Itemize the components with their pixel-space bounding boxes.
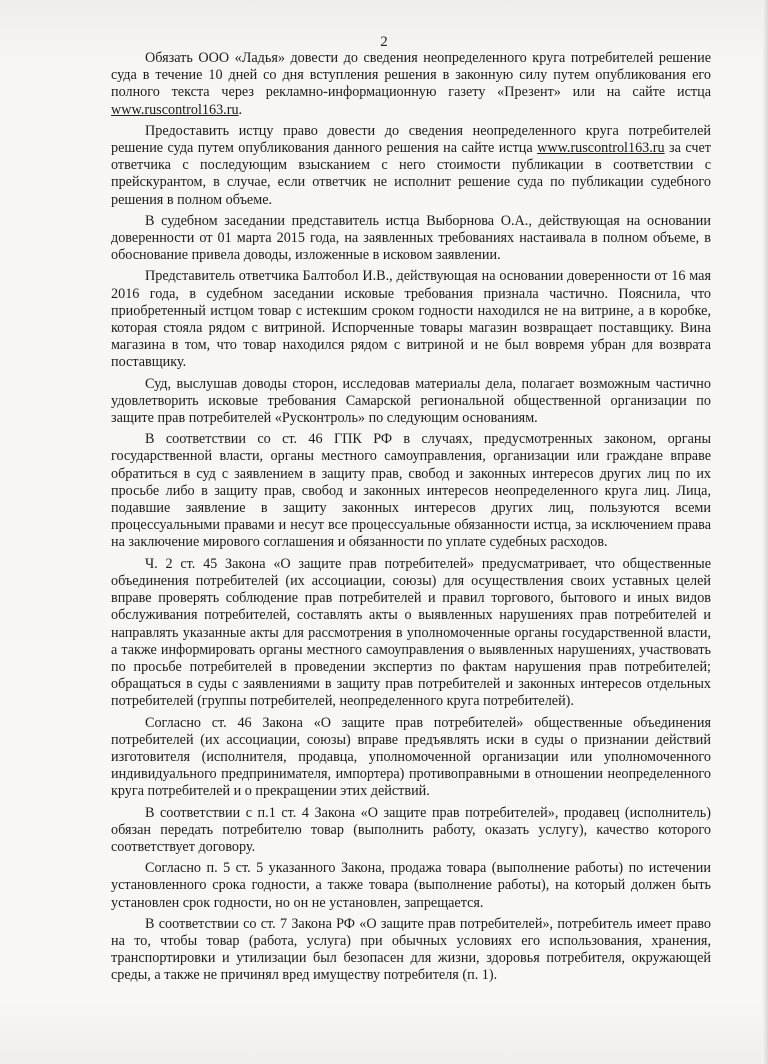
paragraph-8: Согласно ст. 46 Закона «О защите прав потребителей» общественные объединения потребителей (их ассоциации, союзы) вправе предъявлять иски в суды о признании действий изготовителя (исполнителя, продавца, уполномоченной организации или уполномоченного индивидуального предпринимателя, импортера) противоправными в отношении неопределенного круга потребителей и о прекращении этих действий.: [111, 714, 711, 800]
paragraph-1: [111, 50, 711, 119]
paragraph-10: Согласно п. 5 ст. 5 указанного Закона, продажа товара (выполнение работы) по истечении установленного срока годности, а также товара (выполнение работы), на который должен быть установлен срок годности, но он не установлен, запрещается.: [111, 860, 711, 911]
paragraph-7: Ч. 2 ст. 45 Закона «О защите прав потребителей» предусматривает, что общественные объединения потребителей (их ассоциации, союзы) для осуществления своих уставных целей вправе проверять соблюдение прав потребителей и правил торгового, бытового и иных видов обслуживания потребителей, составлять акты о выявленных нарушениях прав потребителей и направлять указанные акты для рассмотрения в уполномоченные органы государственной власти, а также информировать органы местного самоуправления о выявленных нарушениях, участвовать по просьбе потребителей в проведении экспертиз по фактам нарушения прав потребителей; обращаться в суды с заявлениями в защиту прав потребителей и законных интересов отдельных потребителей (группы потребителей, неопределенного круга потребителей).: [111, 555, 711, 710]
document-body: [111, 50, 711, 989]
paragraph-text: Предоставить истцу право довести до сведения неопределенного круга потребителей решение суда путем опубликования данного решения на сайте истца: [111, 122, 711, 157]
paragraph-9: В соответствии с п.1 ст. 4 Закона «О защите прав потребителей», продавец (исполнитель) обязан передать потребителю товар (выполнить работу, оказать услугу), качество которого соответствует договору.: [111, 804, 711, 855]
paragraph-11: В соответствии со ст. 7 Закона РФ «О защите прав потребителей», потребитель имеет право на то, чтобы товар (работа, услуга) при обычных условиях его использования, хранения, транспортировки и утилизации был безопасен для жизни, здоровья потребителя, окружающей среды, а также не причинял вред имуществу потребителя (п. 1).: [111, 915, 711, 984]
paragraph-6: В соответствии со ст. 46 ГПК РФ в случаях, предусмотренных законом, органы государственной власти, органы местного самоуправления, организации или граждане вправе обратиться в суд с заявлением в защиту прав, свобод и законных интересов других лиц по их просьбе либо в защиту прав, свобод и законных интересов неопределенного круга лиц. Лица, подавшие заявление в защиту законных интересов других лиц, пользуются всеми процессуальными правами и несут все процессуальные обязанности истца, за исключением права на заключение мирового соглашения и обязанности по уплате судебных расходов.: [111, 431, 711, 551]
site-link: www.ruscontrol163.ru: [111, 101, 239, 118]
paragraph-4: Представитель ответчика Балтобол И.В., действующая на основании доверенности от 16 мая 2016 года, в судебном заседании исковые требования признала частично. Пояснила, что приобретенный истцом товар с истекшим сроком годности находился не на витрине, а в коробке, которая стояла рядом с витриной. Испорченные товары магазин возвращает поставщику. Вина магазина в том, что товар находился рядом с витриной и не был вовремя убран для возврата поставщику.: [111, 268, 711, 371]
site-link: www.ruscontrol163.ru: [537, 140, 665, 157]
paragraph-text: .: [238, 101, 243, 118]
paragraph-text: Обязать ООО «Ладья» довести до сведения неопределенного круга потребителей решение суда в течение 10 дней со дня вступления решения в законную силу путем опубликования его полного текста через рекламно-информационную газету «Презент» или на сайте истца: [111, 50, 711, 101]
scan-edge-shadow: [762, 0, 768, 1064]
paragraph-3: В судебном заседании представитель истца Выборнова О.А., действующая на основании доверенности от 01 марта 2015 года, на заявленных требованиях настаивала в полном объеме, в обоснование привела доводы, изложенные в исковом заявлении.: [111, 212, 711, 264]
paragraph-text: за счет ответчика с последующим взысканием с него стоимости публикации в соответствии с прейскурантом, в случае, если ответчик не исполнит решение суда по публикации судебного решения в полном объеме.: [111, 140, 712, 208]
paragraph-5: Суд, выслушав доводы сторон, исследовав материалы дела, полагает возможным частично удовлетворить исковые требования Самарской региональной общественной организации по защите прав потребителей «Русконтроль» по следующим основаниям.: [111, 375, 711, 427]
paragraph-2: [111, 123, 711, 209]
page-number: 2: [380, 34, 388, 50]
